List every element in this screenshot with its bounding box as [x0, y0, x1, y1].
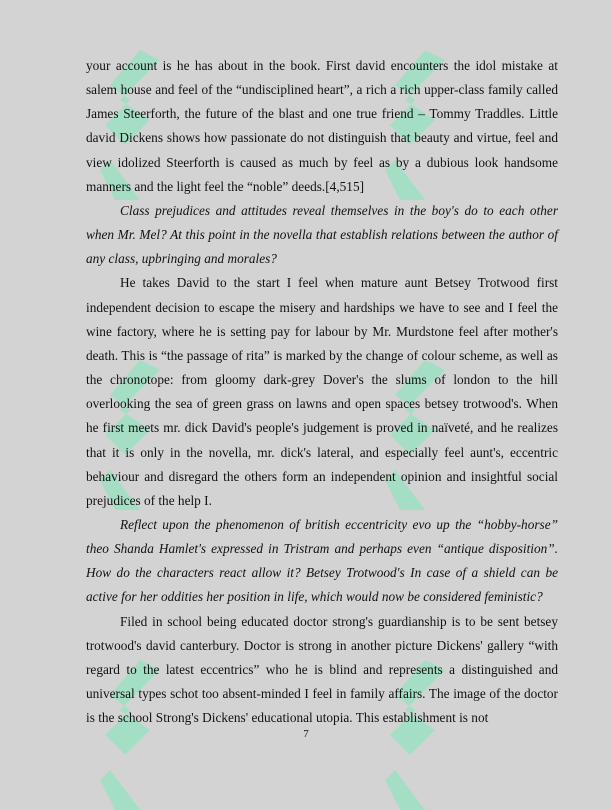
question-paragraph: Class prejudices and attitudes reveal themselves in the boy's do to each other when Mr. Mel? At this point in the novella that establish relations between the author of any class, upbringing and morales?: [86, 202, 558, 267]
paragraph: your account is he has about in the book. First david encounters the idol mistake at salem house and feel of the “undisciplined heart”, a rich a rich upper-class family called James Steerforth, the future of the blast and one true friend – Tommy Traddles. Little david Dickens shows how passionate do not distinguish that beauty and virtue, feel and view idolized Steerforth is caused as much by feel as by a dubious look handsome manners and the light feel the “noble” deeds.[4,515]: [86, 58, 558, 194]
question-paragraph: Reflect upon the phenomenon of british eccentricity evo up the “hobby-horse” theo Shanda Hamlet's expressed in Tristram and perhaps even “antique disposition”. How do the characters react allow it? Betsey Trotwood's In case of a shield can be active for her oddities her position in life, which would now be considered feministic?: [86, 516, 558, 605]
paragraph: He takes David to the start I feel when mature aunt Betsey Trotwood first independent decision to escape the misery and hardships we have to see and I feel the wine factory, where he is setting pay for labour by Mr. Murdstone feel after mother's death. This is “the passage of rita” is marked by the change of colour scheme, as well as the chronotope: from gloomy dark-grey Dover's the slums of london to the hill overlooking the sea of green grass on lawns and open spaces betsey trotwood's. When he first meets mr. dick David's people's judgement is proved in naïveté, and he realizes that it is only in the novella, mr. dick's lateral, and especially feel aunt's, eccentric behaviour and disregard the others form an independent opinion and insightful social prejudices of the help I.: [86, 275, 558, 508]
body-text: [86, 54, 558, 730]
paragraph: Filed in school being educated doctor strong's guardianship is to be sent betsey trotwood's david canterbury. Doctor is strong in another picture Dickens' gallery “with regard to the latest eccentrics” who he is blind and represents a distinguished and universal types schot too absent-minded I feel in family affairs. The image of the doctor is the school Strong's Dickens' educational utopia. This establishment is not: [86, 613, 558, 726]
page-number: 7: [303, 728, 309, 740]
